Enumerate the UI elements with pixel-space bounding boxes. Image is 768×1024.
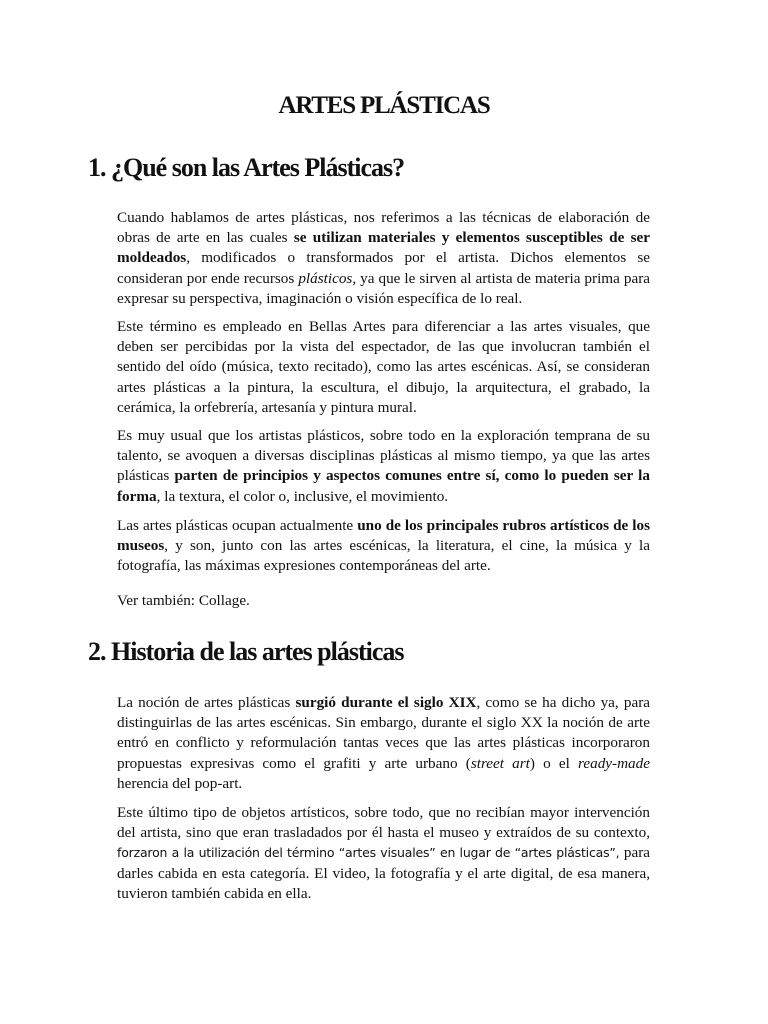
paragraph-history-origin	[117, 693, 650, 794]
bold-text-run: uno de los principales rubros artísticos de los museos	[117, 517, 650, 555]
sans-text-run: forzaron a la utilización del término “artes visuales” en lugar de “artes plásticas”,	[117, 845, 620, 861]
text-run: , la textura, el color o, inclusive, el movimiento.	[156, 487, 449, 505]
text-run: , modificados o transformados por el artista. Dichos elementos se consideran por ende recursos	[117, 249, 650, 287]
bold-text-run: surgió durante el siglo XIX	[295, 694, 477, 711]
text-run: , como se ha dicho ya, para distinguirlas de las artes escénicas. Sin embargo, durante el siglo XX la noción de arte entró en conflicto y reformulación tantas veces que las artes plásticas incorporaron propuestas expresivas como el grafiti y arte urbano (	[117, 694, 650, 772]
section-heading-what-are: 1. ¿Qué son las Artes Plásticas?	[88, 153, 405, 182]
section-heading-history: 2. Historia de las artes plásticas	[88, 637, 404, 666]
text-run: , y son, junto con las artes escénicas, la literatura, el cine, la música y la fotografía, las máximas expresiones contemporáneas del arte.	[117, 537, 650, 575]
text-run: La noción de artes plásticas	[117, 694, 296, 711]
bold-text-run: parten de principios y aspectos comunes entre sí, como lo pueden ser la forma	[117, 467, 650, 505]
paragraph-artists	[117, 426, 650, 507]
italic-text-run: street art	[470, 754, 530, 772]
paragraph-visual-arts	[117, 803, 650, 904]
text-run: , ya que le sirven al artista de materia prima para expresar su perspectiva, imaginación o visión específica de lo real.	[117, 269, 650, 307]
text-run: Cuando hablamos de artes plásticas, nos referimos a las técnicas de elaboración de obras de arte en las cuales	[117, 209, 650, 247]
text-run: Las artes plásticas ocupan actualmente	[117, 517, 358, 534]
paragraph-museums	[117, 516, 650, 577]
text-run: ) o el	[529, 754, 579, 772]
italic-text-run: ready-made	[578, 754, 650, 772]
text-run: para darles cabida en esta categoría. El video, la fotografía y el arte digital, de esa manera, tuvieron también cabida en ella.	[117, 844, 651, 902]
text-run: Es muy usual que los artistas plásticos, sobre todo en la exploración temprana de su talento, se avoquen a diversas disciplinas plásticas al mismo tiempo, ya que las artes plásticas	[117, 427, 650, 485]
italic-text-run: plásticos	[298, 269, 353, 287]
paragraph-definition	[117, 208, 650, 309]
bold-text-run: se utilizan materiales y elementos susceptibles de ser moldeados	[117, 229, 650, 267]
paragraph-see-also: Ver también: Collage.	[117, 592, 250, 609]
text-run: Este último tipo de objetos artísticos, sobre todo, que no recibían mayor intervención del artista, sino que eran trasladados por él hasta el museo y extraídos de su contexto,	[117, 804, 650, 842]
text-run: herencia del pop-art.	[117, 774, 243, 792]
document-title: ARTES PLÁSTICAS	[278, 92, 490, 119]
paragraph-bellas-artes: Este término es empleado en Bellas Artes para diferenciar a las artes visuales, que deben ser percibidas por la vista del espectador, de las que involucran también el sentido del oído (música, texto recitado), como las artes escénicas. Así, se consideran artes plásticas a la pintura, la escultura, el dibujo, la arquitectura, el grabado, la cerámica, la orfebrería, artesanía y pintura mural.	[117, 318, 650, 416]
